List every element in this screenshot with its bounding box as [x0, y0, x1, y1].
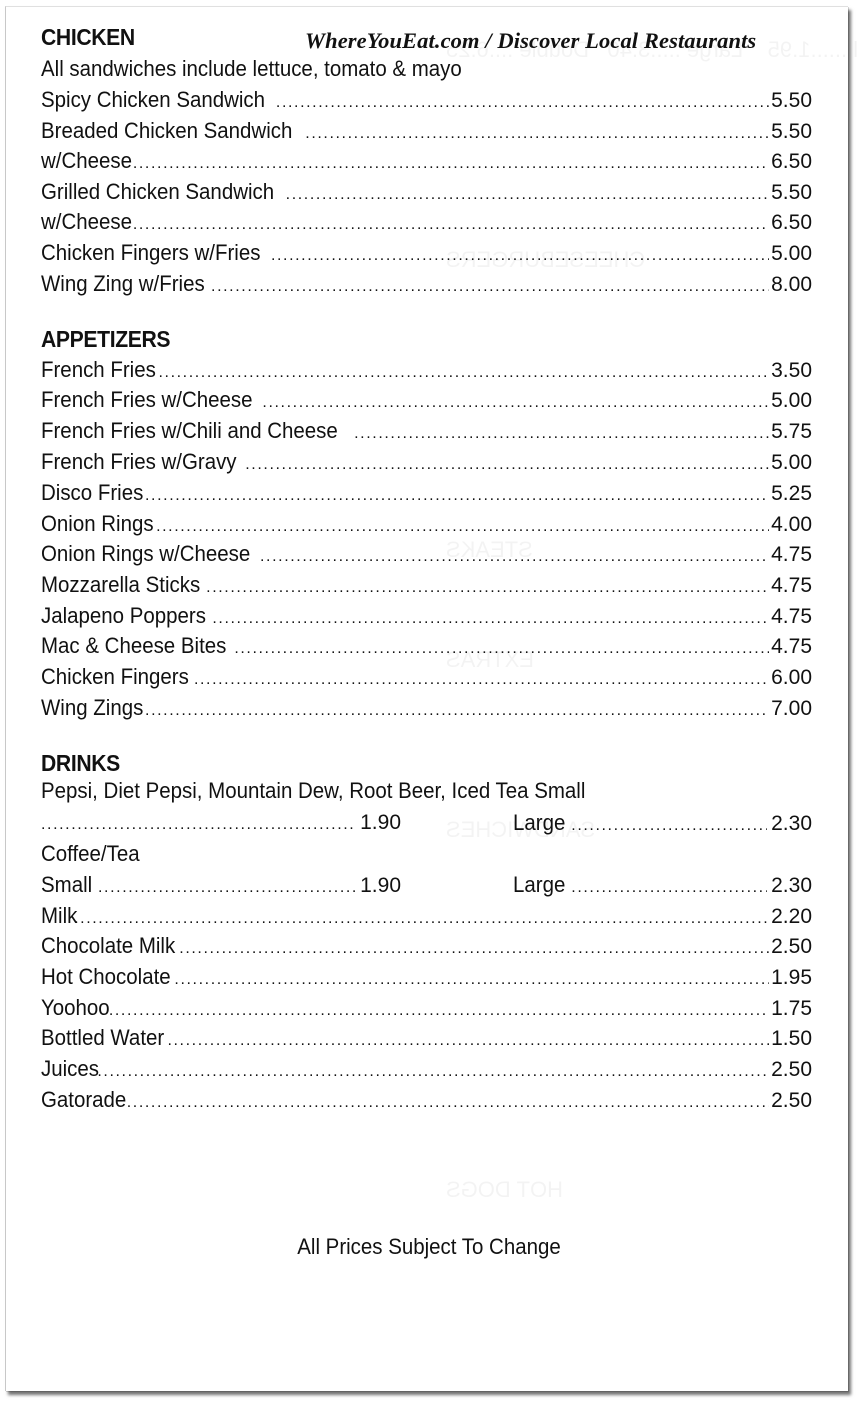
dot-leader [194, 666, 769, 694]
section-title-chicken: CHICKEN [41, 24, 135, 50]
menu-item [41, 479, 812, 507]
item-name: w/Cheese [41, 209, 132, 234]
coffee-large [513, 871, 812, 899]
coffee-label: Coffee/Tea [41, 841, 140, 866]
item-price: 5.00 [771, 242, 812, 265]
item-name: Milk [41, 903, 78, 928]
item-name: Chicken Fingers w/Fries [41, 240, 261, 265]
dot-leader [262, 389, 769, 417]
menu-item [41, 932, 812, 960]
menu-item [41, 540, 812, 568]
menu-item [41, 239, 812, 267]
coffee-prices-row [41, 871, 812, 899]
menu-item [41, 602, 812, 630]
item-price: 3.50 [771, 359, 812, 382]
dot-leader [174, 966, 769, 994]
dot-leader [571, 874, 767, 902]
dot-leader [276, 89, 769, 117]
item-price: 2.50 [771, 1089, 812, 1112]
menu-item [41, 448, 812, 476]
dot-leader [206, 574, 769, 602]
item-name: Wing Zing w/Fries [41, 271, 205, 296]
item-price: 6.00 [771, 666, 812, 689]
item-name: Chocolate Milk [41, 933, 176, 958]
menu-item [41, 994, 812, 1022]
item-price: 5.50 [771, 89, 812, 112]
dot-leader [133, 150, 769, 178]
dot-leader [305, 120, 769, 148]
item-name: Grilled Chicken Sandwich [41, 179, 275, 204]
item-name: Disco Fries [41, 480, 144, 505]
menu-item [41, 1024, 812, 1052]
menu-item [41, 1086, 812, 1114]
item-name: Yoohoo [41, 995, 110, 1020]
item-name: French Fries [41, 357, 156, 382]
menu-item [41, 963, 812, 991]
item-price: 1.75 [771, 997, 812, 1020]
item-name: Gatorade [41, 1087, 127, 1112]
dot-leader [127, 1089, 769, 1117]
item-price: 4.00 [771, 513, 812, 536]
soda-small-price: 1.90 [360, 811, 401, 834]
item-price: 2.50 [771, 935, 812, 958]
item-name: Onion Rings [41, 511, 154, 536]
item-price: 1.50 [771, 1027, 812, 1050]
menu-item [41, 632, 812, 660]
item-price: 4.75 [771, 543, 812, 566]
menu-item [41, 663, 812, 691]
item-name: French Fries w/Chili and Cheese [41, 418, 338, 443]
soda-small [41, 809, 401, 837]
soda-large-price: 2.30 [771, 812, 812, 835]
coffee-small-label: Small [41, 872, 93, 897]
dot-leader [145, 697, 769, 725]
soda-large-label: Large [513, 810, 566, 835]
chicken-note: All sandwiches include lettuce, tomato & mayo [41, 56, 462, 81]
menu-item [41, 1055, 812, 1083]
soda-line: Pepsi, Diet Pepsi, Mountain Dew, Root Beer, Iced Tea Small [41, 778, 586, 803]
item-name: Mac & Cheese Bites [41, 633, 227, 658]
menu-item [41, 208, 812, 236]
item-name: Juices [41, 1056, 99, 1081]
section-title-appetizers: APPETIZERS [41, 326, 171, 352]
bleed-through-text [446, 1177, 563, 1203]
menu-item [41, 571, 812, 599]
menu-item [41, 417, 812, 445]
item-price: 2.50 [771, 1058, 812, 1081]
soda-large [513, 809, 812, 837]
coffee-small [41, 871, 401, 899]
dot-leader [571, 812, 767, 840]
item-price: 5.25 [771, 482, 812, 505]
item-name: w/Cheese [41, 148, 132, 173]
dot-leader [234, 635, 769, 663]
item-name: Wing Zings [41, 695, 144, 720]
dot-leader [145, 482, 769, 510]
item-price: 5.00 [771, 451, 812, 474]
item-name: Breaded Chicken Sandwich [41, 118, 293, 143]
menu-item [41, 694, 812, 722]
item-name: Onion Rings w/Cheese [41, 541, 251, 566]
item-price: 2.20 [771, 905, 812, 928]
dot-leader [74, 905, 769, 933]
item-price: 8.00 [771, 273, 812, 296]
item-price: 4.75 [771, 605, 812, 628]
item-price: 7.00 [771, 697, 812, 720]
item-name: Chicken Fingers [41, 664, 189, 689]
dot-leader [158, 359, 769, 387]
soda-prices-row [41, 809, 812, 837]
item-price: 5.50 [771, 120, 812, 143]
section-title-drinks: DRINKS [41, 750, 120, 776]
menu-item [41, 356, 812, 384]
menu-item [41, 386, 812, 414]
menu-item [41, 178, 812, 206]
item-price: 5.00 [771, 389, 812, 412]
item-name: French Fries w/Gravy [41, 449, 237, 474]
dot-leader [260, 543, 769, 571]
item-price: 6.50 [771, 150, 812, 173]
menu-item [41, 147, 812, 175]
item-price: 4.75 [771, 574, 812, 597]
watermark-text: WhereYouEat.com / Discover Local Restaurants [305, 28, 757, 53]
dot-leader [271, 242, 769, 270]
item-price: 1.95 [771, 966, 812, 989]
menu-item [41, 902, 812, 930]
dot-leader [354, 420, 769, 448]
dot-leader [109, 997, 769, 1025]
price-disclaimer: All Prices Subject To Change [297, 1234, 561, 1259]
dot-leader [179, 935, 769, 963]
menu-item [41, 117, 812, 145]
dot-leader [98, 874, 356, 902]
menu-item [41, 86, 812, 114]
dot-leader [211, 273, 769, 301]
item-price: 6.50 [771, 211, 812, 234]
dot-leader [212, 605, 769, 633]
item-name: French Fries w/Cheese [41, 387, 253, 412]
dot-leader [245, 451, 769, 479]
menu-item [41, 270, 812, 298]
item-price: 4.75 [771, 635, 812, 658]
dot-leader [41, 811, 356, 839]
item-name: Hot Chocolate [41, 964, 171, 989]
item-price: 5.75 [771, 420, 812, 443]
coffee-large-label: Large [513, 872, 566, 897]
menu-item [41, 510, 812, 538]
dot-leader [97, 1058, 769, 1086]
coffee-small-price: 1.90 [360, 874, 401, 897]
item-name: Bottled Water [41, 1025, 165, 1050]
item-name: Spicy Chicken Sandwich [41, 87, 266, 112]
item-name: Jalapeno Poppers [41, 603, 206, 628]
dot-leader [156, 513, 769, 541]
dot-leader [133, 211, 769, 239]
item-price: 5.50 [771, 181, 812, 204]
dot-leader [286, 181, 769, 209]
item-name: Mozzarella Sticks [41, 572, 201, 597]
dot-leader [167, 1027, 769, 1055]
coffee-large-price: 2.30 [771, 874, 812, 897]
